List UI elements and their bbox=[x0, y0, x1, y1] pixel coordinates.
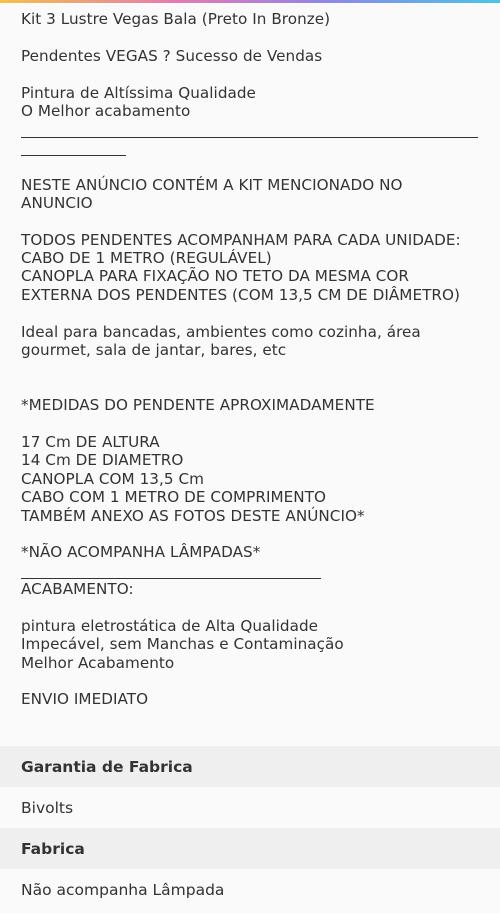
description-spacer bbox=[21, 212, 483, 230]
description-spacer bbox=[21, 304, 483, 322]
product-description bbox=[21, 10, 483, 709]
spec-value-factory: Não acompanha Lâmpada bbox=[0, 869, 500, 910]
specifications-table bbox=[0, 746, 500, 910]
description-line: CABO COM 1 METRO DE COMPRIMENTO bbox=[21, 488, 327, 507]
description-line: TODOS PENDENTES ACOMPANHAM PARA CADA UNIDADE: bbox=[21, 230, 461, 249]
description-divider bbox=[21, 139, 483, 157]
description-line: ACABAMENTO: bbox=[21, 580, 134, 599]
description-line: Kit 3 Lustre Vegas Bala (Preto In Bronze) bbox=[21, 10, 331, 28]
description-line: *MEDIDAS DO PENDENTE APROXIMADAMENTE bbox=[21, 396, 375, 415]
description-line: NESTE ANÚNCIO CONTÉM A KIT MENCIONADO NO bbox=[21, 175, 403, 194]
description-line: TAMBÉM ANEXO AS FOTOS DESTE ANÚNCIO* bbox=[21, 506, 365, 525]
description-spacer bbox=[21, 525, 483, 543]
description-spacer bbox=[21, 599, 483, 617]
description-line: Pendentes VEGAS ? Sucesso de Vendas bbox=[21, 46, 323, 65]
description-spacer bbox=[21, 672, 483, 690]
description-line: gourmet, sala de jantar, bares, etc bbox=[21, 341, 287, 360]
spec-label-factory: Fabrica bbox=[0, 828, 500, 869]
description-line: 17 Cm DE ALTURA bbox=[21, 432, 160, 451]
spec-label-warranty: Garantia de Fabrica bbox=[0, 746, 500, 787]
description-line: Ideal para bancadas, ambientes como cozinha, área bbox=[21, 322, 421, 341]
description-line: ANUNCIO bbox=[21, 193, 93, 212]
description-spacer bbox=[21, 415, 483, 433]
description-spacer bbox=[21, 378, 483, 396]
description-divider bbox=[21, 120, 483, 138]
description-line: Melhor Acabamento bbox=[21, 653, 175, 672]
description-spacer bbox=[21, 157, 483, 175]
description-line: *NÃO ACOMPANHA LÂMPADAS* bbox=[21, 543, 261, 562]
description-line: CANOPLA PARA FIXAÇÃO NO TETO DA MESMA COR bbox=[21, 267, 410, 286]
description-line: ENVIO IMEDIATO bbox=[21, 690, 149, 709]
description-line: EXTERNA DOS PENDENTES (COM 13,5 CM DE DIÂMETRO) bbox=[21, 285, 460, 304]
description-line: CANOPLA COM 13,5 Cm bbox=[21, 469, 204, 488]
description-line: 14 Cm DE DIAMETRO bbox=[21, 451, 184, 470]
description-divider bbox=[21, 562, 483, 580]
description-spacer bbox=[21, 65, 483, 83]
description-line: pintura eletrostática de Alta Qualidade bbox=[21, 616, 319, 635]
description-spacer bbox=[21, 28, 483, 46]
top-accent-bar bbox=[0, 0, 500, 3]
description-line: O Melhor acabamento bbox=[21, 101, 191, 120]
description-line: CABO DE 1 METRO (REGULÁVEL) bbox=[21, 249, 272, 268]
description-spacer bbox=[21, 359, 483, 377]
description-line: Impecável, sem Manchas e Contaminação bbox=[21, 635, 344, 654]
description-line: Pintura de Altíssima Qualidade bbox=[21, 83, 256, 102]
spec-value-warranty: Bivolts bbox=[0, 787, 500, 828]
